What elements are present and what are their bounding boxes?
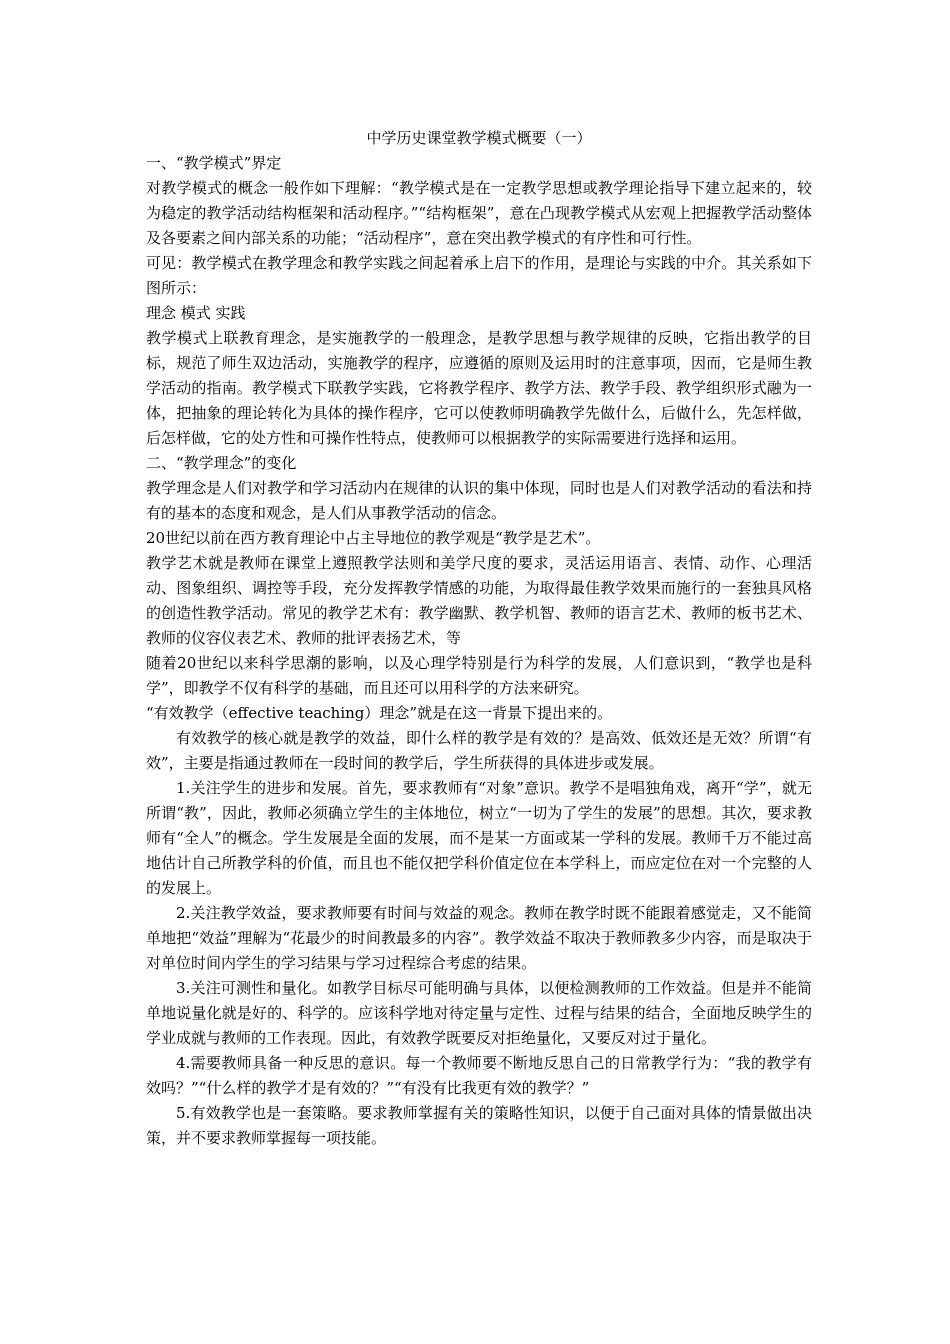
paragraph: 3.关注可测性和量化。如教学目标尽可能明确与具体，以便检测教师的工作效益。但是并不能简单地说量化就是好的、科学的。应该科学地对待定量与定性、过程与结果的结合，全面地反映学生的学业成就与教师的工作表现。因此，有效教学既要反对拒绝量化，又要反对过于量化。 [146, 979, 812, 1047]
paragraph: 对教学模式的概念一般作如下理解：“教学模式是在一定教学思想或教学理论指导下建立起来的，较为稳定的教学活动结构框架和活动程序。”“结构框架”，意在凸现教学模式从宏观上把握教学活动整体及各要素之间内部关系的功能；“活动程序”，意在突出教学模式的有序性和可行性。 [146, 179, 812, 247]
paragraph: 有效教学的核心就是教学的效益，即什么样的教学是有效的？是高效、低效还是无效？所谓“有效”，主要是指通过教师在一段时间的教学后，学生所获得的具体进步或发展。 [146, 729, 812, 772]
paragraph: 教学理念是人们对教学和学习活动内在规律的认识的集中体现，同时也是人们对教学活动的看法和持有的基本的态度和观念，是人们从事教学活动的信念。 [146, 479, 812, 522]
paragraph: 20世纪以前在西方教育理论中占主导地位的教学观是“教学是艺术”。 [146, 529, 601, 547]
paragraph: “有效教学（effective teaching）理念”就是在这一背景下提出来的。 [146, 704, 613, 722]
paragraph: 1.关注学生的进步和发展。首先，要求教师有“对象”意识。教学不是唱独角戏，离开“学”，就无所谓“教”，因此，教师必须确立学生的主体地位，树立“一切为了学生的发展”的思想。其次，要求教师有“全人”的概念。学生发展是全面的发展，而不是某一方面或某一学科的发展。教师千万不能过高地估计自己所教学科的价值，而且也不能仅把学科价值定位在本学科上，而应定位在对一个完整的人的发展上。 [146, 779, 812, 897]
paragraph: 2.关注教学效益，要求教师要有时间与效益的观念。教师在教学时既不能跟着感觉走，又不能简单地把“效益”理解为“花最少的时间教最多的内容”。教学效益不取决于教师教多少内容，而是取决于对单位时间内学生的学习结果与学习过程综合考虑的结果。 [146, 904, 812, 972]
paragraph: 可见：教学模式在教学理念和教学实践之间起着承上启下的作用，是理论与实践的中介。其关系如下图所示： [146, 254, 812, 297]
paragraph: 教学模式上联教育理念，是实施教学的一般理念，是教学思想与教学规律的反映，它指出教学的目标，规范了师生双边活动，实施教学的程序，应遵循的原则及运用时的注意事项，因而，它是师生教学活动的指南。教学模式下联教学实践，它将教学程序、教学方法、教学手段、教学组织形式融为一体，把抽象的理论转化为具体的操作程序，它可以使教师明确教学先做什么，后做什么，先怎样做，后怎样做，它的处方性和可操作性特点，使教师可以根据教学的实际需要进行选择和运用。 [146, 329, 812, 447]
paragraph: 理念 模式 实践 [146, 304, 246, 322]
paragraph: 教学艺术就是教师在课堂上遵照教学法则和美学尺度的要求，灵活运用语言、表情、动作、心理活动、图象组织、调控等手段，充分发挥教学情感的功能，为取得最佳教学效果而施行的一套独具风格的创造性教学活动。常见的教学艺术有：教学幽默、教学机智、教师的语言艺术、教师的板书艺术、教师的仪容仪表艺术、教师的批评表扬艺术，等 [146, 554, 812, 647]
document-title: 中学历史课堂教学模式概要（一） [366, 129, 592, 147]
paragraph: 5.有效教学也是一套策略。要求教师掌握有关的策略性知识，以便于自己面对具体的情景做出决策，并不要求教师掌握每一项技能。 [146, 1104, 812, 1147]
document-body [146, 126, 812, 1151]
paragraph: 随着20世纪以来科学思潮的影响，以及心理学特别是行为科学的发展，人们意识到，“教学也是科学”，即教学不仅有科学的基础，而且还可以用科学的方法来研究。 [146, 654, 812, 697]
paragraph: 一、“教学模式”界定 [146, 154, 282, 172]
paragraph: 4.需要教师具备一种反思的意识。每一个教师要不断地反思自己的日常教学行为：“我的教学有效吗？”“什么样的教学才是有效的？”“有没有比我更有效的教学？” [146, 1054, 812, 1097]
paragraph: 二、“教学理念”的变化 [146, 454, 297, 472]
